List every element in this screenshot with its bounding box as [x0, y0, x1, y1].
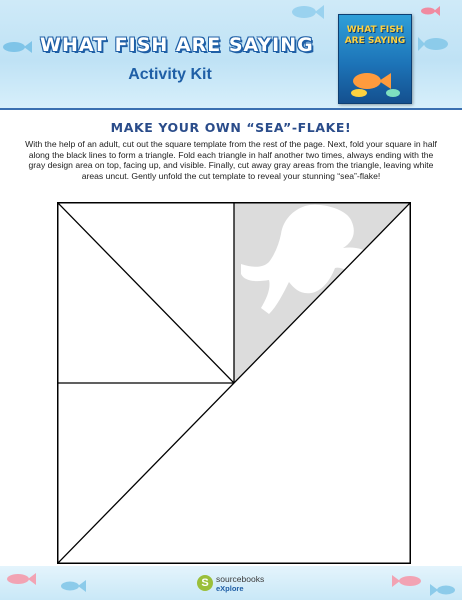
fish-icon	[430, 584, 456, 596]
logo-mark: S	[197, 575, 213, 591]
fish-icon	[418, 36, 450, 52]
fish-icon	[6, 572, 36, 586]
header-rule	[0, 108, 462, 110]
fish-icon	[60, 580, 86, 592]
fish-icon	[345, 65, 405, 99]
fish-icon	[290, 4, 324, 20]
book-cover-icon	[338, 14, 412, 104]
fold-line	[57, 202, 234, 383]
header-title: WHAT FISH ARE SAYING	[40, 34, 314, 56]
header-banner	[0, 0, 462, 110]
section-title: MAKE YOUR OWN “SEA”-FLAKE!	[110, 120, 352, 135]
logo-name: sourcebooks	[216, 574, 265, 584]
logo-sub: eXplore	[216, 584, 244, 593]
sea-flake-template	[57, 202, 411, 564]
fish-icon	[392, 574, 422, 588]
header-subtitle: Activity Kit	[128, 66, 212, 83]
instructions-text: With the help of an adult, cut out the square template from the rest of the page. Next, fold your square in half along the black lines to form a triangle. Fold each triangle in half another two times, always ending with the gray design area on top, facing up, and visible. Finally, cut away gray areas from the triangle, leaving white areas uncut. Gently unfold the cut template to reveal your stunning “sea”-flake!	[25, 139, 437, 181]
fish-icon	[420, 6, 440, 16]
book-cover-title: WHAT FISH ARE SAYING	[344, 25, 406, 46]
fish-icon	[2, 40, 32, 54]
